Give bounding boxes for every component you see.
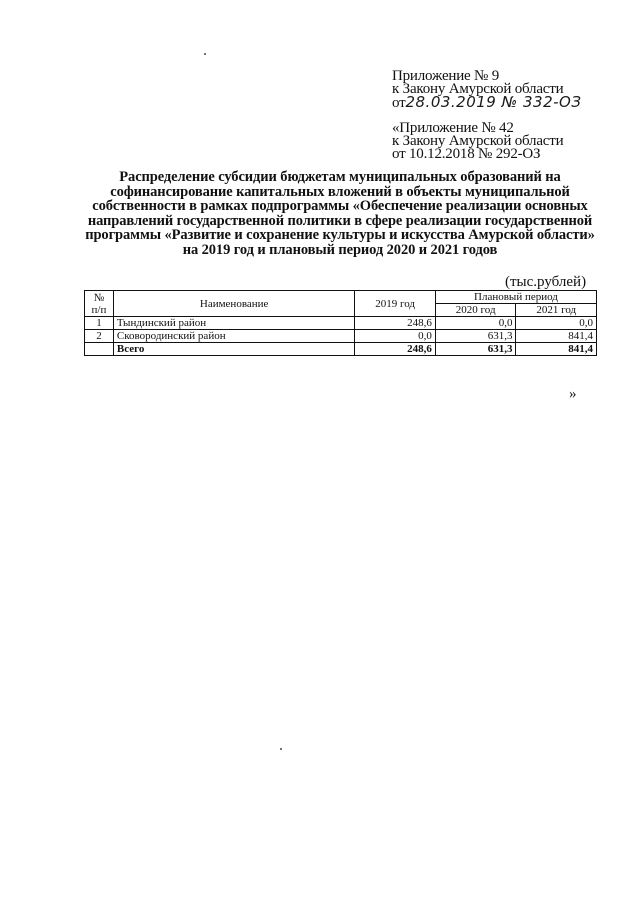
header-planned-period: Плановый период <box>435 291 596 304</box>
total-value-2021: 841,4 <box>516 343 597 356</box>
annex-42-header <box>392 122 563 161</box>
total-row <box>85 343 597 356</box>
header-number-symbol: № <box>93 291 105 304</box>
header-2021: 2021 год <box>516 304 597 317</box>
annex-9-law-reference: к Закону Амурской области <box>392 81 564 97</box>
total-value-2019: 248,6 <box>355 343 436 356</box>
table-header-row <box>85 291 597 304</box>
handwritten-date-number: 28.03.2019 № 332-ОЗ <box>405 93 582 111</box>
closing-quote: » <box>569 386 577 402</box>
row-value-2020: 631,3 <box>435 330 516 343</box>
header-2019: 2019 год <box>355 291 436 317</box>
row-value-2019: 248,6 <box>355 317 436 330</box>
row-number: 1 <box>85 317 114 330</box>
row-value-2021: 0,0 <box>516 317 597 330</box>
subsidy-table <box>84 290 597 356</box>
annex-42-title: «Приложение № 42 <box>392 120 514 136</box>
total-label: Всего <box>113 343 355 356</box>
header-number <box>85 291 114 317</box>
row-number: 2 <box>85 330 114 343</box>
table-row <box>85 317 597 330</box>
header-2020: 2020 год <box>435 304 516 317</box>
annex-9-title: Приложение № 9 <box>392 68 500 84</box>
scan-speck <box>204 53 206 55</box>
table-row <box>85 330 597 343</box>
row-value-2021: 841,4 <box>516 330 597 343</box>
row-value-2020: 0,0 <box>435 317 516 330</box>
annex-9-date-line <box>392 93 582 111</box>
units-label: (тыс.рублей) <box>505 274 587 290</box>
row-name: Сковородинский район <box>113 330 355 343</box>
total-value-2020: 631,3 <box>435 343 516 356</box>
row-name: Тындинский район <box>113 317 355 330</box>
annex-42-date-line: от 10.12.2018 № 292-ОЗ <box>392 146 541 162</box>
row-value-2019: 0,0 <box>355 330 436 343</box>
scan-speck <box>280 748 282 750</box>
annex-42-law-reference: к Закону Амурской области <box>392 133 564 149</box>
header-name: Наименование <box>113 291 355 317</box>
header-number-abbrev: п/п <box>91 303 107 316</box>
annex-9-header <box>392 70 581 110</box>
annex-9-date-prefix: от <box>392 95 406 111</box>
document-title: Распределение субсидии бюджетам муниципальных образований на софинансирование капитальных вложений в объекты муниципальной собственности в рамках подпрограммы «Обеспечение реализации основных направлений государственной политики в сфере реализации государственной программы «Развитие и сохранение культуры и искусства Амурской области» на 2019 год и плановый период 2020 и 2021 годов <box>85 169 595 258</box>
total-number <box>85 343 114 356</box>
